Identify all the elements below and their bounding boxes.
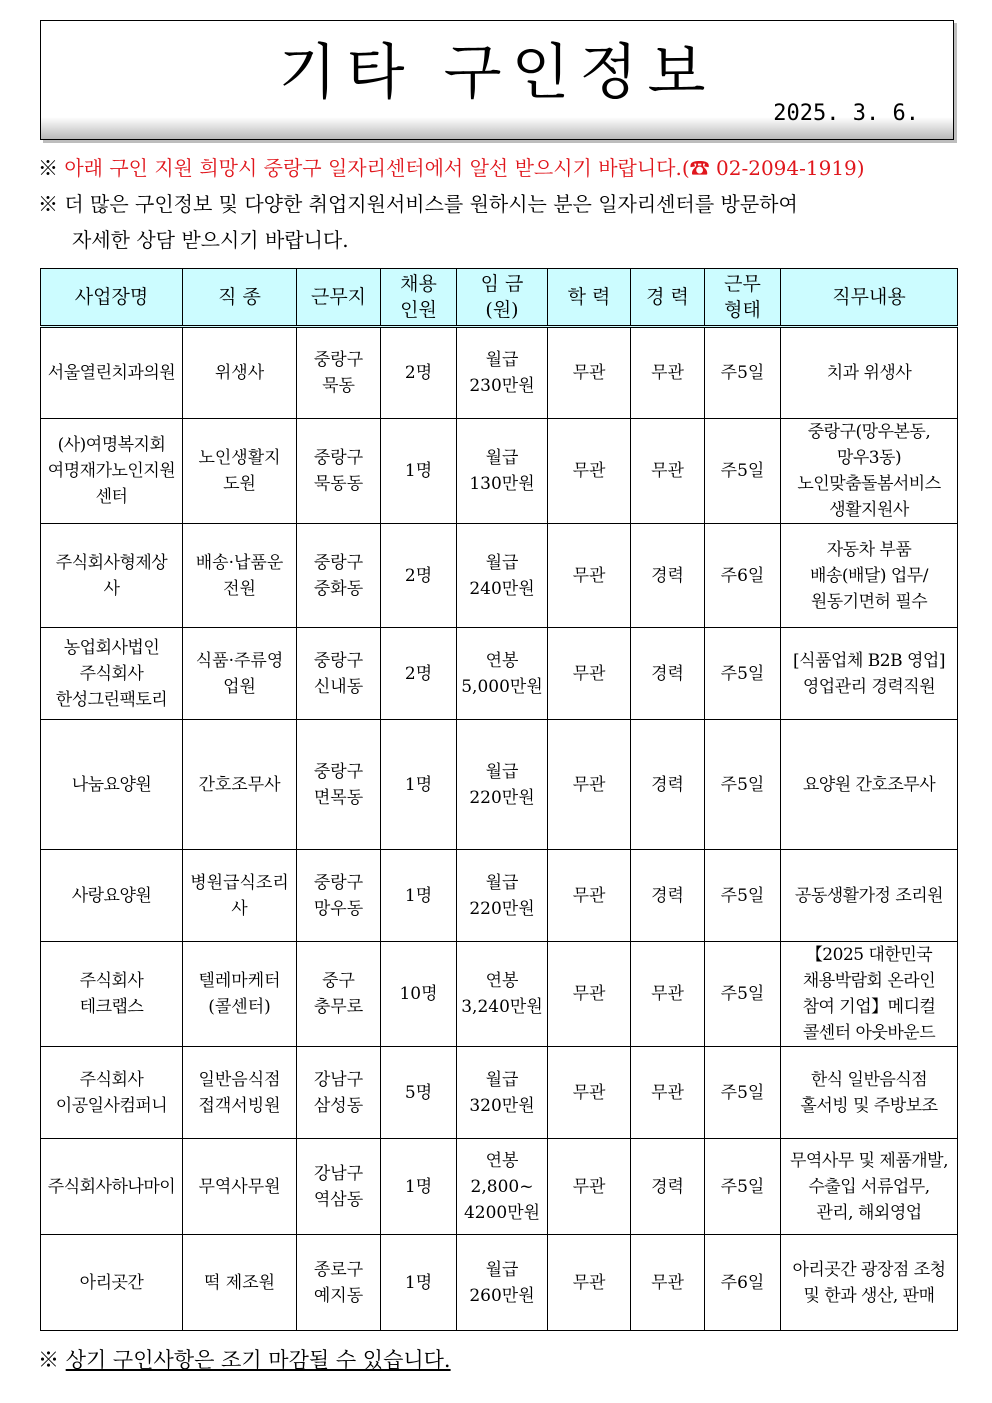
cell-headcount: 1명 [381, 720, 457, 850]
title-box [40, 20, 954, 140]
cell-wage: 연봉 5,000만원 [457, 628, 548, 720]
table-row [41, 1235, 958, 1331]
column-header: 직무내용 [781, 269, 958, 327]
table-row [41, 720, 958, 850]
cell-worktype: 주5일 [705, 327, 781, 419]
cell-location: 중랑구 중화동 [297, 524, 381, 628]
cell-job: 텔레마케터 (콜센터) [183, 942, 297, 1047]
cell-headcount: 1명 [381, 1235, 457, 1331]
cell-education: 무관 [548, 327, 631, 419]
cell-headcount: 2명 [381, 327, 457, 419]
table-row [41, 942, 958, 1047]
cell-location: 중구 충무로 [297, 942, 381, 1047]
cell-education: 무관 [548, 1235, 631, 1331]
cell-experience: 무관 [631, 1235, 705, 1331]
notice-mark: ※ [38, 192, 58, 216]
cell-worktype: 주5일 [705, 1139, 781, 1235]
cell-duty: [식품업체 B2B 영업] 영업관리 경력직원 [781, 628, 958, 720]
cell-wage: 월급 240만원 [457, 524, 548, 628]
table-row [41, 850, 958, 942]
cell-wage: 월급 220만원 [457, 850, 548, 942]
job-table [40, 268, 958, 1331]
cell-duty: 공동생활가정 조리원 [781, 850, 958, 942]
cell-worktype: 주5일 [705, 720, 781, 850]
cell-job: 노인생활지 도원 [183, 419, 297, 524]
cell-location: 중랑구 묵동 [297, 327, 381, 419]
cell-company: 주식회사 이공일사컴퍼니 [41, 1047, 183, 1139]
cell-duty: 자동차 부품 배송(배달) 업무/ 원동기면허 필수 [781, 524, 958, 628]
cell-education: 무관 [548, 850, 631, 942]
footer-mark: ※ [38, 1348, 59, 1372]
cell-worktype: 주6일 [705, 1235, 781, 1331]
cell-company: 서울열린치과의원 [41, 327, 183, 419]
cell-experience: 무관 [631, 942, 705, 1047]
cell-experience: 무관 [631, 327, 705, 419]
cell-worktype: 주5일 [705, 419, 781, 524]
table-row [41, 524, 958, 628]
cell-wage: 월급 220만원 [457, 720, 548, 850]
table-row [41, 1047, 958, 1139]
cell-headcount: 1명 [381, 1139, 457, 1235]
cell-education: 무관 [548, 1139, 631, 1235]
cell-company: 주식회사형제상 사 [41, 524, 183, 628]
cell-duty: 요양원 간호조무사 [781, 720, 958, 850]
cell-education: 무관 [548, 1047, 631, 1139]
table-row [41, 1139, 958, 1235]
cell-experience: 경력 [631, 524, 705, 628]
cell-location: 종로구 예지동 [297, 1235, 381, 1331]
column-header: 경 력 [631, 269, 705, 327]
column-header: 사업장명 [41, 269, 183, 327]
notice-visit [38, 188, 798, 220]
notice-visit-text: 더 많은 구인정보 및 다양한 취업지원서비스를 원하시는 분은 일자리센터를 방문하여 [64, 192, 798, 216]
publish-date: 2025. 3. 6. [773, 101, 919, 126]
column-header: 채용 인원 [381, 269, 457, 327]
cell-education: 무관 [548, 720, 631, 850]
cell-duty: 한식 일반음식점 홀서빙 및 주방보조 [781, 1047, 958, 1139]
cell-duty: 【2025 대한민국 채용박람회 온라인 참여 기업】메디컬 콜센터 아웃바운드 [781, 942, 958, 1047]
cell-headcount: 10명 [381, 942, 457, 1047]
cell-experience: 무관 [631, 1047, 705, 1139]
cell-job: 무역사무원 [183, 1139, 297, 1235]
cell-experience: 경력 [631, 850, 705, 942]
cell-worktype: 주6일 [705, 524, 781, 628]
cell-location: 중랑구 묵동동 [297, 419, 381, 524]
column-header: 학 력 [548, 269, 631, 327]
cell-location: 강남구 역삼동 [297, 1139, 381, 1235]
cell-location: 중랑구 면목동 [297, 720, 381, 850]
cell-wage: 연봉 3,240만원 [457, 942, 548, 1047]
table-row [41, 419, 958, 524]
cell-experience: 경력 [631, 628, 705, 720]
cell-duty: 아리곳간 광장점 조청 및 한과 생산, 판매 [781, 1235, 958, 1331]
cell-job: 식품·주류영 업원 [183, 628, 297, 720]
cell-company: 주식회사 테크랩스 [41, 942, 183, 1047]
cell-duty: 치과 위생사 [781, 327, 958, 419]
cell-job: 위생사 [183, 327, 297, 419]
footer-text: 상기 구인사항은 조기 마감될 수 있습니다. [65, 1348, 451, 1372]
cell-experience: 경력 [631, 1139, 705, 1235]
notice-mark: ※ [38, 156, 58, 180]
footer-note [38, 1344, 451, 1374]
cell-education: 무관 [548, 524, 631, 628]
table-row [41, 628, 958, 720]
cell-headcount: 2명 [381, 524, 457, 628]
cell-wage: 월급 320만원 [457, 1047, 548, 1139]
column-header: 임 금 (원) [457, 269, 548, 327]
cell-job: 일반음식점 접객서빙원 [183, 1047, 297, 1139]
cell-company: (사)여명복지회 여명재가노인지원 센터 [41, 419, 183, 524]
cell-worktype: 주5일 [705, 628, 781, 720]
cell-worktype: 주5일 [705, 1047, 781, 1139]
cell-headcount: 5명 [381, 1047, 457, 1139]
page-title: 기타 구인정보 [278, 38, 716, 108]
cell-headcount: 2명 [381, 628, 457, 720]
cell-duty: 무역사무 및 제품개발, 수출입 서류업무, 관리, 해외영업 [781, 1139, 958, 1235]
cell-experience: 경력 [631, 720, 705, 850]
cell-experience: 무관 [631, 419, 705, 524]
cell-company: 아리곳간 [41, 1235, 183, 1331]
cell-wage: 월급 130만원 [457, 419, 548, 524]
cell-location: 중랑구 망우동 [297, 850, 381, 942]
notice-contact-text: 아래 구인 지원 희망시 중랑구 일자리센터에서 알선 받으시기 바랍니다.(☎ 02-2094-1919) [64, 156, 865, 180]
cell-location: 강남구 삼성동 [297, 1047, 381, 1139]
cell-education: 무관 [548, 628, 631, 720]
cell-worktype: 주5일 [705, 942, 781, 1047]
notice-visit-cont: 자세한 상담 받으시기 바랍니다. [72, 228, 349, 252]
cell-duty: 중랑구(망우본동, 망우3동) 노인맞춤돌봄서비스 생활지원사 [781, 419, 958, 524]
column-header: 근무지 [297, 269, 381, 327]
cell-job: 병원급식조리 사 [183, 850, 297, 942]
cell-education: 무관 [548, 942, 631, 1047]
table-header-row [41, 269, 958, 327]
cell-job: 배송·납품운 전원 [183, 524, 297, 628]
table-row [41, 327, 958, 419]
cell-headcount: 1명 [381, 850, 457, 942]
cell-company: 나눔요양원 [41, 720, 183, 850]
cell-job: 간호조무사 [183, 720, 297, 850]
cell-company: 농업회사법인 주식회사 한성그린팩토리 [41, 628, 183, 720]
cell-job: 떡 제조원 [183, 1235, 297, 1331]
cell-company: 주식회사하나마이 [41, 1139, 183, 1235]
cell-education: 무관 [548, 419, 631, 524]
cell-location: 중랑구 신내동 [297, 628, 381, 720]
cell-wage: 월급 230만원 [457, 327, 548, 419]
column-header: 근무 형태 [705, 269, 781, 327]
cell-wage: 연봉 2,800~ 4200만원 [457, 1139, 548, 1235]
cell-headcount: 1명 [381, 419, 457, 524]
notice-contact [38, 152, 865, 184]
column-header: 직 종 [183, 269, 297, 327]
cell-worktype: 주5일 [705, 850, 781, 942]
cell-wage: 월급 260만원 [457, 1235, 548, 1331]
cell-company: 사랑요양원 [41, 850, 183, 942]
